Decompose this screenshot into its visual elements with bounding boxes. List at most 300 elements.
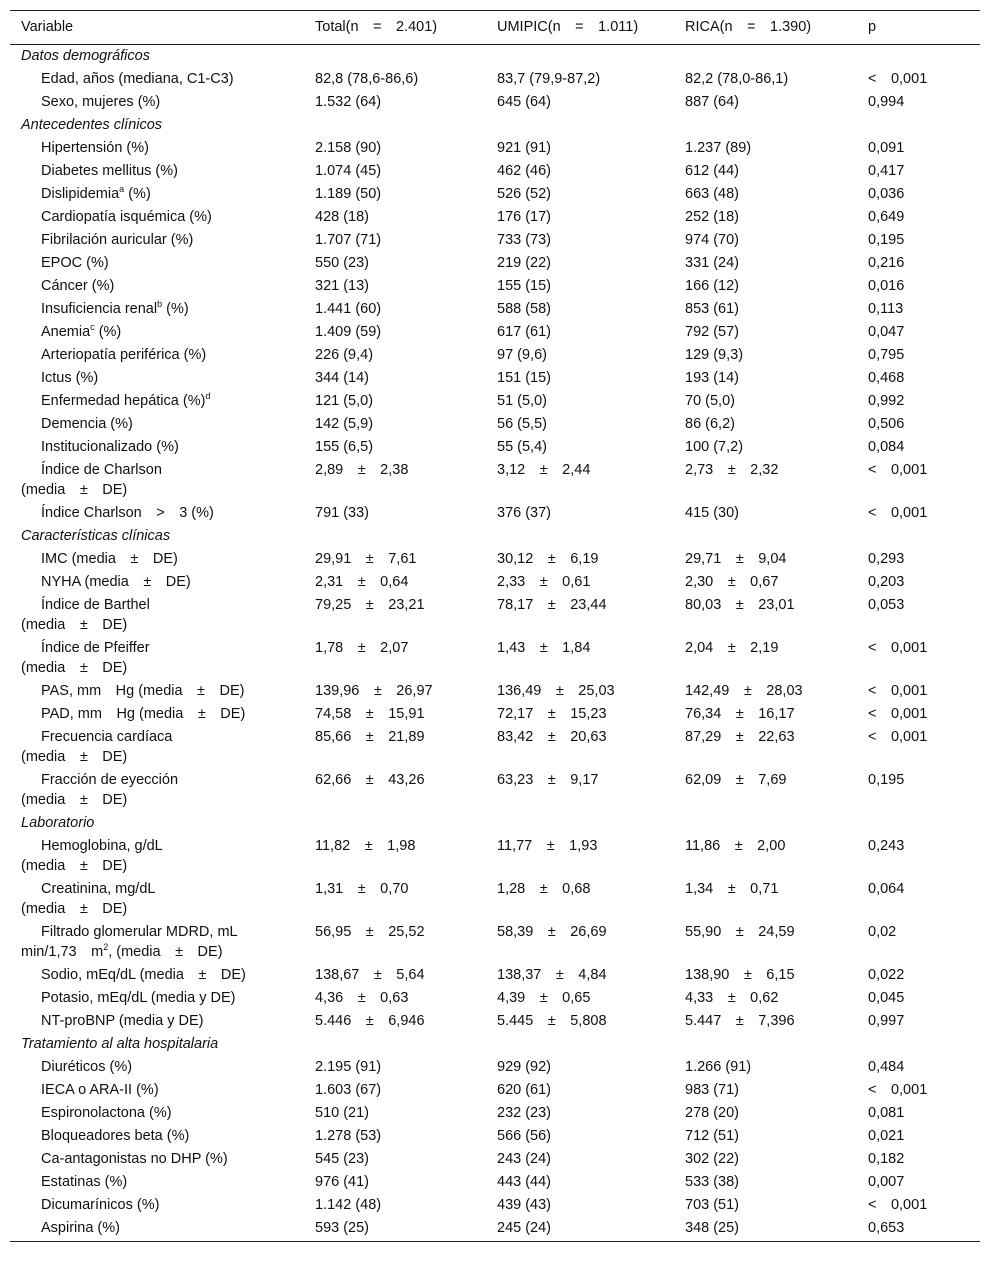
row-label — [10, 548, 315, 571]
cell-p-value: 0,795 — [868, 347, 905, 363]
cell-p-value: 0,064 — [868, 881, 905, 897]
table-row — [10, 835, 980, 878]
label-text: Potasio, mEq/dL (media y DE) — [41, 990, 236, 1006]
cell-rica: 853 (61) — [685, 301, 740, 317]
row-label — [10, 436, 315, 459]
row-label — [10, 229, 315, 252]
label-text: Arteriopatía periférica (%) — [41, 347, 207, 363]
table-row — [10, 680, 980, 703]
cell-umipic: 443 (44) — [497, 1174, 552, 1190]
label-text: Dislipidemia — [41, 186, 120, 202]
row-label — [10, 1010, 315, 1033]
cell-umipic: 462 (46) — [497, 163, 552, 179]
table-row — [10, 413, 980, 436]
section-row — [10, 114, 980, 137]
label-text: Filtrado glomerular MDRD, mL — [41, 924, 238, 940]
cell-umipic: 83,7 (79,9-87,2) — [497, 71, 601, 87]
row-label — [10, 502, 315, 525]
cell-total: 142 (5,9) — [315, 416, 374, 432]
row-label — [10, 183, 315, 206]
cell-umipic: 55 (5,4) — [497, 439, 547, 455]
cell-p-value: 0,091 — [868, 140, 905, 156]
cell-rica: 612 (44) — [685, 163, 740, 179]
cell-rica: 1.237 (89) — [685, 140, 752, 156]
row-label — [10, 68, 315, 91]
table-row — [10, 1102, 980, 1125]
cell-umipic: 245 (24) — [497, 1220, 552, 1236]
label-text: Índice de Barthel — [41, 597, 150, 613]
header-rica: RICA(n = 1.390) — [685, 11, 868, 45]
label-text: PAS, mm Hg (media ± DE) — [41, 683, 245, 699]
table-row — [10, 367, 980, 390]
label-text: Cardiopatía isquémica (%) — [41, 209, 212, 225]
header-umipic: UMIPIC(n = 1.011) — [497, 11, 685, 45]
cell-rica: 703 (51) — [685, 1197, 740, 1213]
row-label — [10, 1056, 315, 1079]
cell-umipic: 526 (52) — [497, 186, 552, 202]
section-title: Antecedentes clínicos — [21, 117, 163, 133]
cell-total: 138,67 ± 5,64 — [315, 967, 425, 983]
cell-umipic: 176 (17) — [497, 209, 552, 225]
row-label — [10, 137, 315, 160]
cell-umipic: 97 (9,6) — [497, 347, 547, 363]
label-text: Diuréticos (%) — [41, 1059, 133, 1075]
table-row — [10, 571, 980, 594]
cell-rica: 62,09 ± 7,69 — [685, 772, 787, 788]
table-row — [10, 183, 980, 206]
cell-total: 4,36 ± 0,63 — [315, 990, 409, 1006]
label-text: Índice de Charlson — [41, 462, 162, 478]
cell-rica: 302 (22) — [685, 1151, 740, 1167]
section-row — [10, 1033, 980, 1056]
table-row — [10, 594, 980, 637]
table-row — [10, 769, 980, 812]
section-title: Características clínicas — [21, 528, 171, 544]
cell-total: 1.142 (48) — [315, 1197, 382, 1213]
label-text: NT-proBNP (media y DE) — [41, 1013, 204, 1029]
cell-p-value: 0,484 — [868, 1059, 905, 1075]
cell-rica: 55,90 ± 24,59 — [685, 924, 795, 940]
cell-rica: 1,34 ± 0,71 — [685, 881, 779, 897]
cell-rica: 278 (20) — [685, 1105, 740, 1121]
table-row — [10, 1171, 980, 1194]
label-continuation: (media ± DE) — [21, 901, 128, 917]
cell-umipic: 11,77 ± 1,93 — [497, 838, 598, 854]
cell-rica: 331 (24) — [685, 255, 740, 271]
footnote-marker: a — [119, 184, 125, 194]
table-body — [10, 45, 980, 1242]
cell-rica: 142,49 ± 28,03 — [685, 683, 803, 699]
label-text: Hipertensión (%) — [41, 140, 149, 156]
cell-umipic: 155 (15) — [497, 278, 552, 294]
cell-total: 139,96 ± 26,97 — [315, 683, 433, 699]
table-row — [10, 436, 980, 459]
cell-umipic: 620 (61) — [497, 1082, 552, 1098]
cell-total: 56,95 ± 25,52 — [315, 924, 425, 940]
table-row — [10, 987, 980, 1010]
row-label — [10, 1194, 315, 1217]
cell-rica: 983 (71) — [685, 1082, 740, 1098]
table-row — [10, 390, 980, 413]
table-row — [10, 548, 980, 571]
label-text: Institucionalizado (%) — [41, 439, 179, 455]
table-header — [10, 11, 980, 45]
label-text: EPOC (%) — [41, 255, 109, 271]
cell-p-value: 0,195 — [868, 232, 905, 248]
cell-rica: 29,71 ± 9,04 — [685, 551, 787, 567]
row-label — [10, 160, 315, 183]
row-label — [10, 703, 315, 726]
cell-p-value: 0,649 — [868, 209, 905, 225]
cell-umipic: 83,42 ± 20,63 — [497, 729, 607, 745]
cell-total: 85,66 ± 21,89 — [315, 729, 425, 745]
cell-p-value: 0,653 — [868, 1220, 905, 1236]
label-text: Demencia (%) — [41, 416, 133, 432]
row-label — [10, 1102, 315, 1125]
table-row — [10, 68, 980, 91]
cell-total: 1,31 ± 0,70 — [315, 881, 409, 897]
row-label — [10, 571, 315, 594]
cell-p-value: 0,417 — [868, 163, 905, 179]
cell-rica: 100 (7,2) — [685, 439, 744, 455]
cell-umipic: 78,17 ± 23,44 — [497, 597, 607, 613]
cell-rica: 4,33 ± 0,62 — [685, 990, 779, 1006]
label-continuation: (media ± DE) — [21, 617, 128, 633]
cell-umipic: 4,39 ± 0,65 — [497, 990, 591, 1006]
cell-p-value: 0,113 — [868, 301, 904, 317]
label-text: IMC (media ± DE) — [41, 551, 178, 567]
table-row — [10, 1125, 980, 1148]
cell-umipic: 2,33 ± 0,61 — [497, 574, 591, 590]
cell-total: 593 (25) — [315, 1220, 370, 1236]
cell-umipic: 5.445 ± 5,808 — [497, 1013, 607, 1029]
cell-p-value: < 0,001 — [868, 71, 928, 87]
row-label — [10, 321, 315, 344]
label-text: Bloqueadores beta (%) — [41, 1128, 190, 1144]
row-label — [10, 390, 315, 413]
row-label — [10, 206, 315, 229]
table-row — [10, 1079, 980, 1102]
section-row — [10, 812, 980, 835]
label-text: Insuficiencia renal — [41, 301, 158, 317]
table-row — [10, 1217, 980, 1242]
superscript: 2 — [103, 942, 109, 952]
table-row — [10, 344, 980, 367]
cell-total: 62,66 ± 43,26 — [315, 772, 425, 788]
table-row — [10, 275, 980, 298]
section-title: Laboratorio — [21, 815, 95, 831]
cell-total: 74,58 ± 15,91 — [315, 706, 425, 722]
label-text: Diabetes mellitus (%) — [41, 163, 178, 179]
cell-total: 976 (41) — [315, 1174, 370, 1190]
table-row — [10, 321, 980, 344]
cell-p-value: 0,203 — [868, 574, 905, 590]
label-text: Sodio, mEq/dL (media ± DE) — [41, 967, 246, 983]
cell-total: 2,89 ± 2,38 — [315, 462, 409, 478]
cell-p-value: 0,02 — [868, 924, 897, 940]
cell-rica: 415 (30) — [685, 505, 740, 521]
label-continuation: (media ± DE) — [21, 749, 128, 765]
label-text: Índice Charlson > 3 (%) — [41, 505, 214, 521]
cell-umipic: 151 (15) — [497, 370, 552, 386]
label-text: Fibrilación auricular (%) — [41, 232, 194, 248]
cell-p-value: 0,994 — [868, 94, 905, 110]
label-continuation: (media ± DE) — [21, 660, 128, 676]
cell-umipic: 645 (64) — [497, 94, 552, 110]
header-row — [10, 11, 980, 45]
label-text: Espironolactona (%) — [41, 1105, 172, 1121]
header-variable: Variable — [10, 11, 315, 45]
row-label — [10, 344, 315, 367]
cell-total: 321 (13) — [315, 278, 370, 294]
cell-p-value: 0,016 — [868, 278, 905, 294]
cell-total: 1.189 (50) — [315, 186, 382, 202]
cell-p-value: 0,195 — [868, 772, 905, 788]
cell-total: 226 (9,4) — [315, 347, 374, 363]
cell-umipic: 58,39 ± 26,69 — [497, 924, 607, 940]
label-suffix: (%) — [162, 301, 189, 317]
table-row — [10, 637, 980, 680]
table-row — [10, 878, 980, 921]
table-row — [10, 726, 980, 769]
footnote-marker: b — [157, 299, 163, 309]
cell-total: 1,78 ± 2,07 — [315, 640, 409, 656]
cell-rica: 533 (38) — [685, 1174, 740, 1190]
label-text: Frecuencia cardíaca — [41, 729, 173, 745]
cell-umipic: 136,49 ± 25,03 — [497, 683, 615, 699]
row-label — [10, 964, 315, 987]
table-row — [10, 1010, 980, 1033]
table-row — [10, 137, 980, 160]
cell-umipic: 566 (56) — [497, 1128, 552, 1144]
row-label — [10, 594, 315, 637]
cell-umipic: 30,12 ± 6,19 — [497, 551, 599, 567]
cell-rica: 887 (64) — [685, 94, 740, 110]
section-title: Tratamiento al alta hospitalaria — [21, 1036, 219, 1052]
table-row — [10, 921, 980, 964]
header-p: p — [868, 11, 980, 45]
cell-rica: 86 (6,2) — [685, 416, 735, 432]
cell-umipic: 921 (91) — [497, 140, 552, 156]
cell-p-value: 0,022 — [868, 967, 905, 983]
cell-umipic: 929 (92) — [497, 1059, 552, 1075]
row-label — [10, 1079, 315, 1102]
cell-umipic: 232 (23) — [497, 1105, 552, 1121]
cell-p-value: < 0,001 — [868, 706, 928, 722]
row-label — [10, 459, 315, 502]
cell-umipic: 3,12 ± 2,44 — [497, 462, 591, 478]
cell-p-value: 0,047 — [868, 324, 905, 340]
cell-rica: 663 (48) — [685, 186, 740, 202]
label-text: Cáncer (%) — [41, 278, 115, 294]
row-label — [10, 413, 315, 436]
cell-total: 344 (14) — [315, 370, 370, 386]
cell-rica: 974 (70) — [685, 232, 740, 248]
label-text: Índice de Pfeiffer — [41, 640, 150, 656]
cell-rica: 80,03 ± 23,01 — [685, 597, 795, 613]
cell-p-value: 0,036 — [868, 186, 905, 202]
cell-umipic: 376 (37) — [497, 505, 552, 521]
cell-total: 1.532 (64) — [315, 94, 382, 110]
cell-total: 155 (6,5) — [315, 439, 374, 455]
cell-umipic: 63,23 ± 9,17 — [497, 772, 599, 788]
cell-rica: 76,34 ± 16,17 — [685, 706, 795, 722]
cell-p-value: < 0,001 — [868, 640, 928, 656]
row-label — [10, 878, 315, 921]
label-text: Creatinina, mg/dL — [41, 881, 156, 897]
cell-total: 545 (23) — [315, 1151, 370, 1167]
table-row — [10, 229, 980, 252]
row-label — [10, 680, 315, 703]
cell-total: 510 (21) — [315, 1105, 370, 1121]
cell-total: 2.158 (90) — [315, 140, 382, 156]
cell-umipic: 138,37 ± 4,84 — [497, 967, 607, 983]
label-text: Hemoglobina, g/dL — [41, 838, 163, 854]
label-continuation: (media ± DE) — [21, 792, 128, 808]
table-row — [10, 502, 980, 525]
label-continuation-suffix: , (media ± DE) — [108, 944, 223, 960]
cell-rica: 11,86 ± 2,00 — [685, 838, 786, 854]
cell-p-value: < 0,001 — [868, 729, 928, 745]
cell-total: 1.441 (60) — [315, 301, 382, 317]
cell-rica: 138,90 ± 6,15 — [685, 967, 795, 983]
cell-p-value: 0,243 — [868, 838, 905, 854]
label-continuation: (media ± DE) — [21, 858, 128, 874]
label-text: PAD, mm Hg (media ± DE) — [41, 706, 246, 722]
cell-umipic: 588 (58) — [497, 301, 552, 317]
row-label — [10, 726, 315, 769]
cell-p-value: < 0,001 — [868, 505, 928, 521]
label-text: Dicumarínicos (%) — [41, 1197, 160, 1213]
table-row — [10, 1056, 980, 1079]
cell-total: 1.707 (71) — [315, 232, 382, 248]
table-row — [10, 964, 980, 987]
table-row — [10, 298, 980, 321]
data-table — [10, 10, 980, 1242]
table-row — [10, 252, 980, 275]
cell-rica: 129 (9,3) — [685, 347, 744, 363]
table-row — [10, 459, 980, 502]
cell-total: 550 (23) — [315, 255, 370, 271]
cell-rica: 166 (12) — [685, 278, 740, 294]
row-label — [10, 769, 315, 812]
label-text: Ca-antagonistas no DHP (%) — [41, 1151, 228, 1167]
section-title: Datos demográficos — [21, 48, 150, 64]
row-label — [10, 367, 315, 390]
cell-p-value: 0,081 — [868, 1105, 905, 1121]
cell-p-value: 0,007 — [868, 1174, 905, 1190]
header-total: Total(n = 2.401) — [315, 11, 497, 45]
section-row — [10, 525, 980, 548]
row-label — [10, 275, 315, 298]
label-text: Fracción de eyección — [41, 772, 179, 788]
cell-total: 1.409 (59) — [315, 324, 382, 340]
cell-rica: 348 (25) — [685, 1220, 740, 1236]
table-row — [10, 703, 980, 726]
cell-p-value: < 0,001 — [868, 683, 928, 699]
label-text: Anemia — [41, 324, 91, 340]
cell-umipic: 51 (5,0) — [497, 393, 547, 409]
cell-total: 2.195 (91) — [315, 1059, 382, 1075]
label-suffix: (%) — [94, 324, 122, 340]
cell-rica: 252 (18) — [685, 209, 740, 225]
label-text: Sexo, mujeres (%) — [41, 94, 161, 110]
cell-p-value: < 0,001 — [868, 1082, 928, 1098]
cell-total: 121 (5,0) — [315, 393, 374, 409]
cell-rica: 82,2 (78,0-86,1) — [685, 71, 789, 87]
cell-p-value: 0,997 — [868, 1013, 905, 1029]
cell-rica: 5.447 ± 7,396 — [685, 1013, 795, 1029]
label-continuation: min/1,73 m — [21, 944, 104, 960]
cell-umipic: 56 (5,5) — [497, 416, 547, 432]
cell-umipic: 1,43 ± 1,84 — [497, 640, 591, 656]
row-label — [10, 1125, 315, 1148]
table-row — [10, 1148, 980, 1171]
cell-umipic: 733 (73) — [497, 232, 552, 248]
cell-umipic: 219 (22) — [497, 255, 552, 271]
cell-rica: 792 (57) — [685, 324, 740, 340]
label-text: Aspirina (%) — [41, 1220, 120, 1236]
cell-rica: 712 (51) — [685, 1128, 740, 1144]
row-label — [10, 1148, 315, 1171]
label-suffix: (%) — [124, 186, 151, 202]
cell-rica: 70 (5,0) — [685, 393, 735, 409]
row-label — [10, 921, 315, 964]
label-text: IECA o ARA-II (%) — [41, 1082, 159, 1098]
cell-umipic: 72,17 ± 15,23 — [497, 706, 607, 722]
row-label — [10, 987, 315, 1010]
cell-p-value: 0,293 — [868, 551, 905, 567]
cell-umipic: 439 (43) — [497, 1197, 552, 1213]
cell-p-value: 0,992 — [868, 393, 905, 409]
cell-p-value: 0,045 — [868, 990, 905, 1006]
label-text: Enfermedad hepática (%) — [41, 393, 206, 409]
cell-total: 791 (33) — [315, 505, 370, 521]
cell-p-value: 0,053 — [868, 597, 905, 613]
label-text: Edad, años (mediana, C1-C3) — [41, 71, 234, 87]
table-container — [10, 10, 980, 1242]
cell-umipic: 617 (61) — [497, 324, 552, 340]
cell-p-value: < 0,001 — [868, 1197, 928, 1213]
row-label — [10, 637, 315, 680]
cell-total: 2,31 ± 0,64 — [315, 574, 409, 590]
cell-p-value: 0,084 — [868, 439, 905, 455]
cell-total: 11,82 ± 1,98 — [315, 838, 416, 854]
row-label — [10, 1171, 315, 1194]
table-row — [10, 91, 980, 114]
cell-p-value: 0,506 — [868, 416, 905, 432]
cell-total: 5.446 ± 6,946 — [315, 1013, 425, 1029]
row-label — [10, 1217, 315, 1242]
cell-total: 82,8 (78,6-86,6) — [315, 71, 419, 87]
label-text: Ictus (%) — [41, 370, 99, 386]
cell-total: 29,91 ± 7,61 — [315, 551, 417, 567]
label-continuation: (media ± DE) — [21, 482, 128, 498]
cell-p-value: 0,468 — [868, 370, 905, 386]
cell-rica: 2,73 ± 2,32 — [685, 462, 779, 478]
cell-p-value: < 0,001 — [868, 462, 928, 478]
cell-total: 428 (18) — [315, 209, 370, 225]
cell-p-value: 0,182 — [868, 1151, 905, 1167]
cell-total: 1.278 (53) — [315, 1128, 382, 1144]
cell-rica: 1.266 (91) — [685, 1059, 752, 1075]
table-row — [10, 1194, 980, 1217]
cell-total: 79,25 ± 23,21 — [315, 597, 425, 613]
cell-rica: 2,04 ± 2,19 — [685, 640, 779, 656]
footnote-marker: d — [205, 391, 211, 401]
cell-p-value: 0,216 — [868, 255, 905, 271]
cell-umipic: 243 (24) — [497, 1151, 552, 1167]
